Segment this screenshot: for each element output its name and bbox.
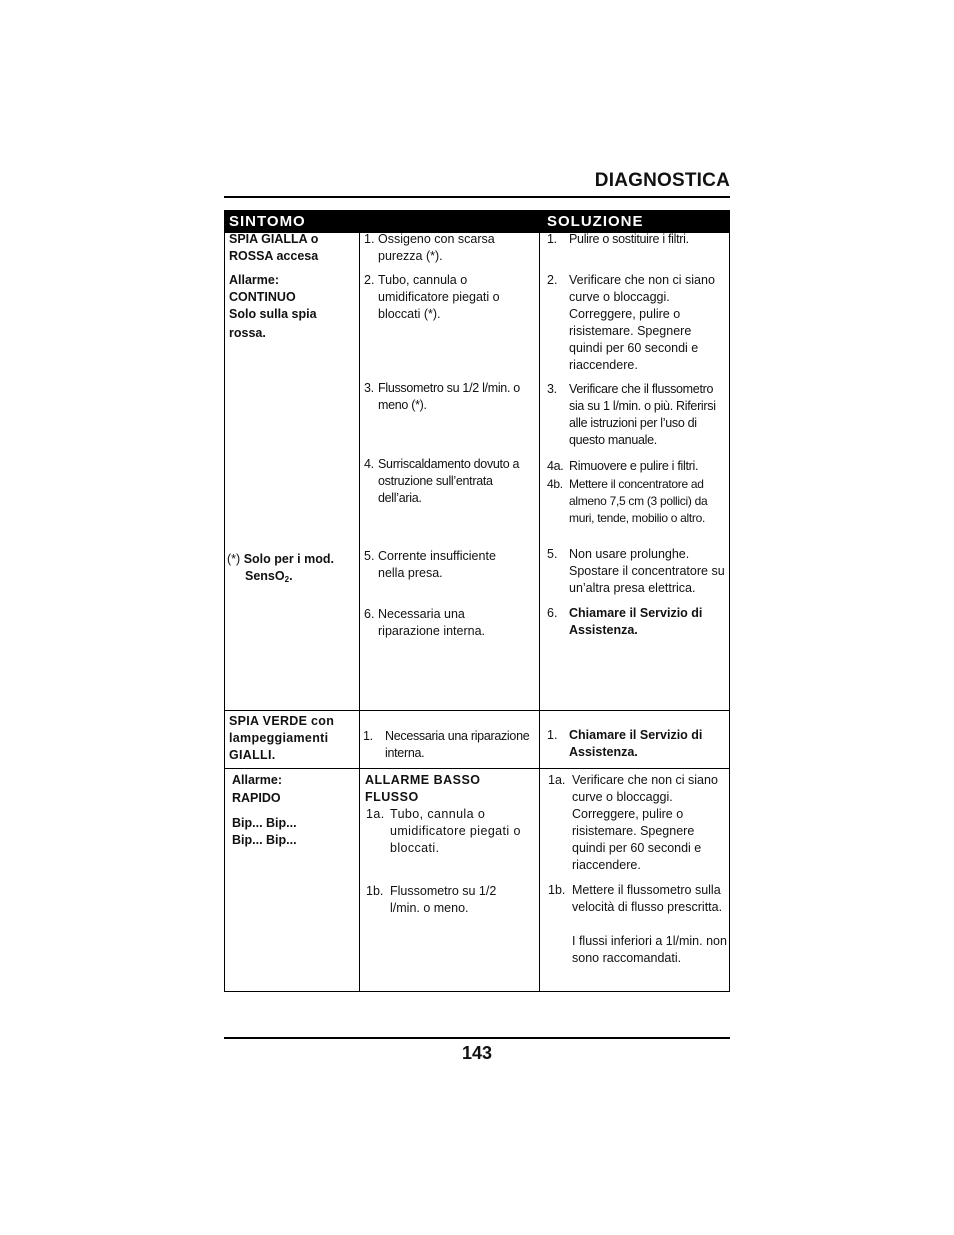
header-sintomo: SINTOMO bbox=[229, 213, 306, 230]
row1-solution-3: 3. Verificare che il flussometro sia su 1 l/min. o più. Riferirsi alle istruzioni per l’uso di questo manuale. bbox=[547, 382, 716, 447]
diagnostic-table bbox=[224, 210, 730, 992]
page-number: 143 bbox=[461, 1043, 493, 1063]
row1-cause-5: 5. Corrente insufficiente nella presa. bbox=[364, 549, 496, 580]
header-soluzione: SOLUZIONE bbox=[547, 213, 644, 230]
column-divider-1 bbox=[359, 233, 360, 991]
row3-solution-1a: 1a. Verificare che non ci siano curve o bloccaggi. Correggere, pulire o risistemare. Spegnere quindi per 60 secondi e riaccendere. bbox=[548, 773, 718, 872]
row1-cause-1: 1. Ossigeno con scarsa purezza (*). bbox=[364, 232, 495, 263]
row2-symptom: SPIA VERDE con lampeggiamenti GIALLI. bbox=[229, 714, 335, 762]
row1-solution-6: 6. Chiamare il Servizio di Assistenza. bbox=[547, 606, 703, 637]
row3-cause-title: ALLARME BASSO FLUSSO bbox=[365, 773, 481, 804]
row1-cause-6: 6. Necessaria una riparazione interna. bbox=[364, 607, 486, 638]
row1-solution-1: 1. Pulire o sostituire i filtri. bbox=[547, 232, 689, 246]
row-divider-2 bbox=[225, 768, 729, 769]
row2-solution: 1. Chiamare il Servizio di Assistenza. bbox=[547, 728, 703, 759]
row1-alarm: Allarme: CONTINUO Solo sulla spia rossa. bbox=[229, 273, 317, 340]
row1-cause-2: 2. Tubo, cannula o umidificatore piegati o bloccati (*). bbox=[364, 273, 500, 321]
row1-solution-5: 5. Non usare prolunghe. Spostare il concentratore su un’altra presa elettrica. bbox=[547, 547, 725, 595]
row1-cause-4: 4. Surriscaldamento dovuto a ostruzione sull’entrata dell’aria. bbox=[364, 457, 520, 505]
row3-alarm: Allarme: RAPIDO bbox=[232, 773, 283, 805]
table-header bbox=[225, 211, 729, 233]
row3-cause-1b: 1b. Flussometro su 1/2 l/min. o meno. bbox=[366, 884, 497, 915]
title-rule bbox=[224, 196, 730, 198]
row1-footnote: (*) Solo per i mod. SensO$_2$. bbox=[227, 552, 334, 584]
page-title: DIAGNOSTICA bbox=[594, 170, 730, 191]
row-divider-1 bbox=[225, 710, 729, 711]
row3-solution-note: I flussi inferiori a 1l/min. non sono raccomandati. bbox=[572, 934, 727, 965]
row1-solution-2: 2. Verificare che non ci siano curve o bloccaggi. Correggere, pulire o risistemare. Spegnere quindi per 60 secondi e riaccendere. bbox=[547, 273, 715, 372]
row3-beeps: Bip... Bip... Bip... Bip... bbox=[232, 816, 297, 847]
row3-cause-1a: 1a. Tubo, cannula o umidificatore piegati o bloccati. bbox=[366, 807, 521, 855]
column-divider-2 bbox=[539, 233, 540, 991]
row1-symptom: SPIA GIALLA o ROSSA accesa bbox=[229, 232, 319, 263]
row1-cause-3: 3. Flussometro su 1/2 l/min. o meno (*). bbox=[364, 381, 520, 412]
row3-solution-1b: 1b. Mettere il flussometro sulla velocità di flusso prescritta. bbox=[548, 883, 723, 914]
row1-solution-4b: 4b. Mettere il concentratore ad almeno 7,5 cm (3 pollici) da muri, tende, mobilio o altro. bbox=[547, 477, 708, 525]
row1-solution-4a: 4a. Rimuovere e pulire i filtri. bbox=[547, 459, 699, 473]
row2-cause: 1. Necessaria una riparazione interna. bbox=[363, 729, 530, 760]
footer-rule bbox=[224, 1037, 730, 1039]
